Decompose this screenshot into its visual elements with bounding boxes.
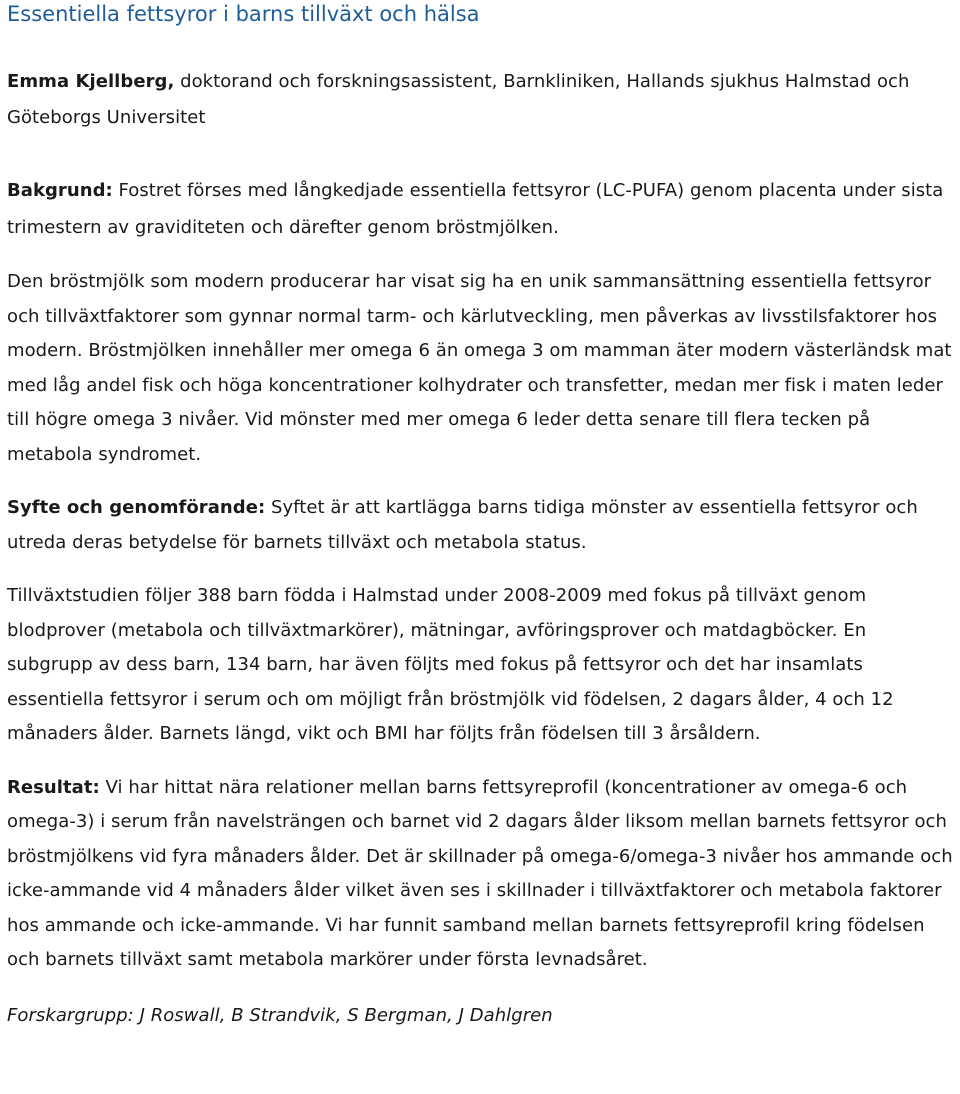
background-paragraph [7, 172, 957, 246]
result-label: Resultat: [7, 776, 100, 798]
study-paragraph: Tillväxtstudien följer 388 barn födda i Halmstad under 2008-2009 med fokus på tillväxt genom blodprover (metabola och tillväxtmarkörer), mätningar, avföringsprover och matdagböcker. En subgrupp av dess barn, 134 barn, har även följts med fokus på fettsyror och det har insamlats essentiella fettsyror i serum och om möjligt från bröstmjölk vid födelsen, 2 dagars ålder, 4 och 12 månaders ålder. Barnets längd, vikt och BMI har följts från födelsen till 3 årsåldern. [7, 585, 894, 744]
result-text: Vi har hittat nära relationer mellan barns fettsyreprofil (koncentrationer av omega-6 och omega-3) i serum från navelsträngen och barnet vid 2 dagars ålder liksom mellan barnets fettsyror och bröstmjölkens vid fyra månaders ålder. Det är skillnader på omega-6/omega-3 nivåer hos ammande och icke-ammande vid 4 månaders ålder vilket även ses i skillnader i tillväxtfaktorer och metabola faktorer hos ammande och icke-ammande. Vi har funnit samband mellan barnets fettsyreprofil kring födelsen och barnets tillväxt samt metabola markörer under första levnadsåret. [7, 776, 953, 970]
aim-paragraph [7, 491, 957, 560]
author-affiliation: doktorand och forskningsassistent, Barnkliniken, Hallands sjukhus Halmstad och Göteborgs Universitet [7, 71, 910, 128]
author-line [7, 64, 957, 136]
research-group: Forskargrupp: J Roswall, B Strandvik, S Bergman, J Dahlgren [7, 1004, 553, 1026]
result-paragraph [7, 771, 957, 978]
aim-label: Syfte och genomförande: [7, 497, 266, 518]
author-name: Emma Kjellberg, [7, 71, 175, 92]
breast-milk-paragraph: Den bröstmjölk som modern producerar har visat sig ha en unik sammansättning essentiella fettsyror och tillväxtfaktorer som gynnar normal tarm- och kärlutveckling, men påverkas av livsstilsfaktorer hos modern. Bröstmjölken innehåller mer omega 6 än omega 3 om mamman äter modern västerländsk mat med låg andel fisk och höga koncentrationer kolhydrater och transfetter, medan mer fisk i maten leder till högre omega 3 nivåer. Vid mönster med mer omega 6 leder detta senare till flera tecken på metabola syndromet. [7, 271, 952, 465]
background-text: Fostret förses med långkedjade essentiella fettsyror (LC-PUFA) genom placenta under sista trimestern av graviditeten och därefter genom bröstmjölken. [7, 180, 944, 238]
document-title: Essentiella fettsyror i barns tillväxt och hälsa [7, 2, 480, 26]
background-label: Bakgrund: [7, 180, 113, 201]
document-page [7, 0, 957, 1033]
aim-text: Syftet är att kartlägga barns tidiga mönster av essentiella fettsyror och utreda deras betydelse för barnets tillväxt och metabola status. [7, 497, 918, 553]
